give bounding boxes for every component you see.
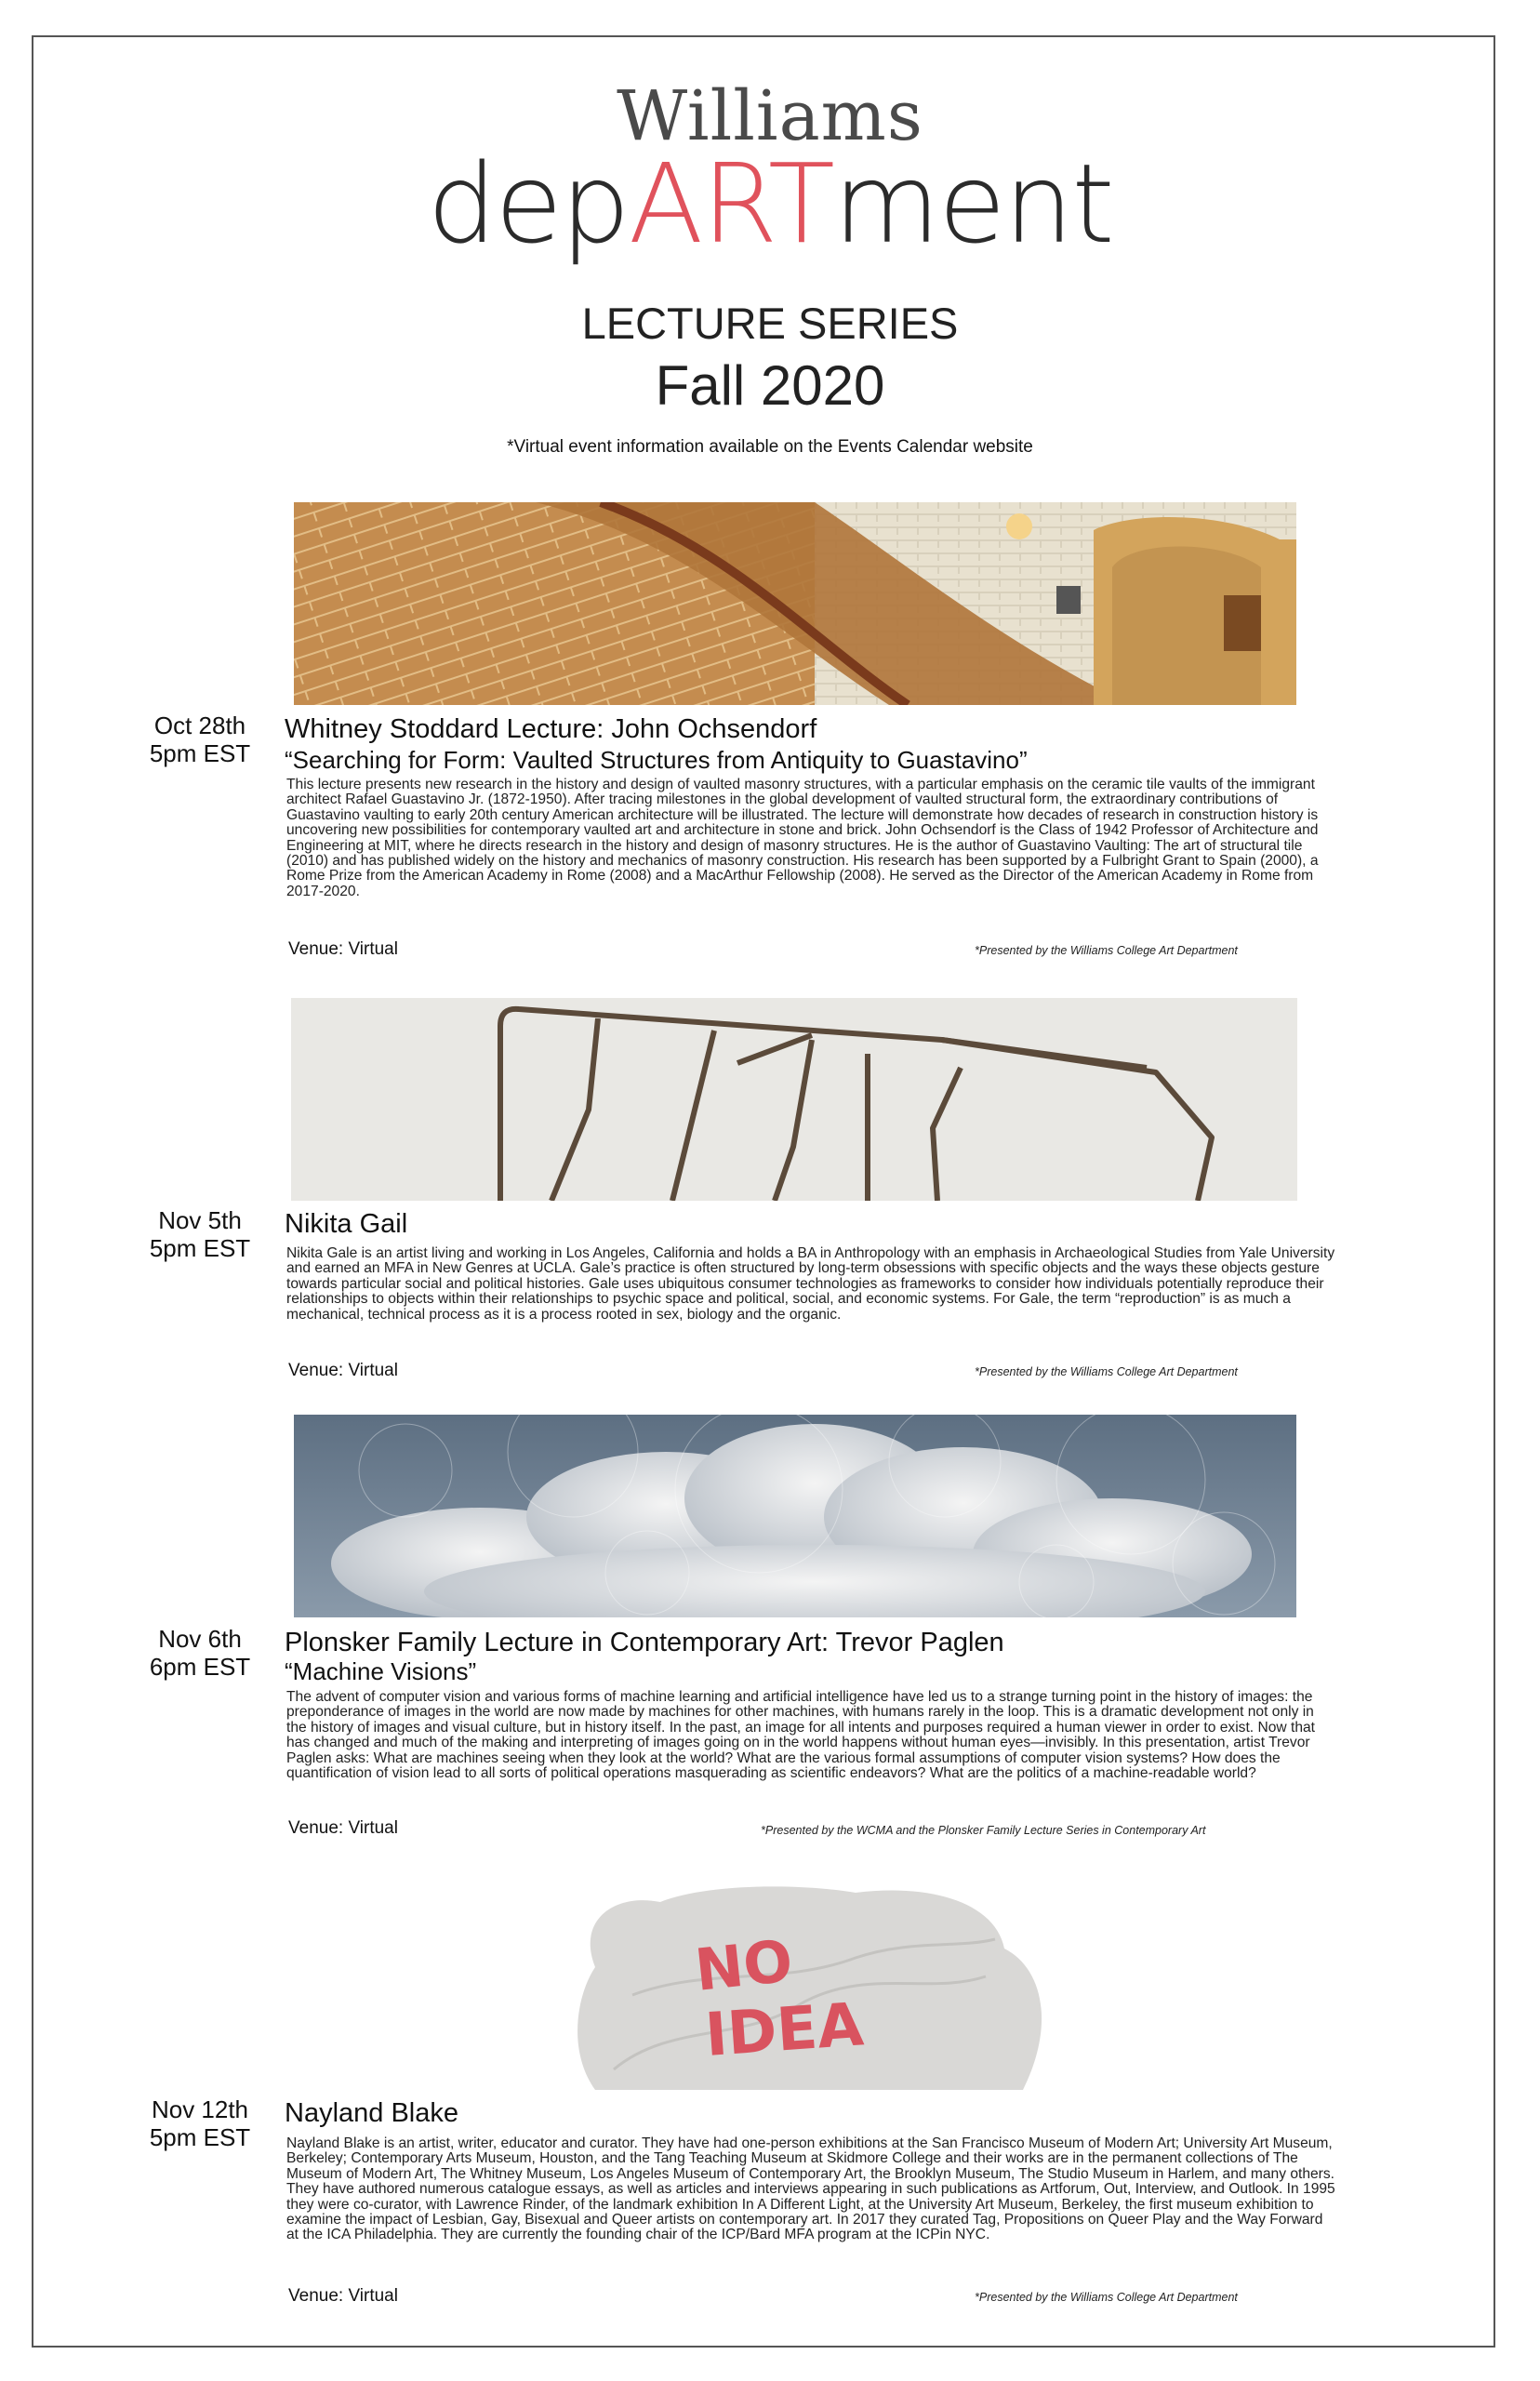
event-title: Whitney Stoddard Lecture: John Ochsendorf <box>285 714 817 744</box>
event-description: Nikita Gale is an artist living and working in Los Angeles, California and holds a BA in Anthropology with an emphasis in Archaeological Studies from Yale University and earned an MFA in New Genres at UCLA. Gale’s practice is often structured by long-term obsessions with specific objects and the ways these objects gesture towards particular social and political histories. Gale uses ubiquitous consumer technologies as frameworks to consider how individuals potentially reproduce their relationships to objects within their relationships to psychic space and political, social, and economic systems. For Gale, the term “reproduction” is as much a mechanical, technical process as it is a process rooted in sex, biology and the organic. <box>286 1245 1335 1323</box>
event-time: 5pm EST <box>149 1234 251 1262</box>
event-day: Oct 28th <box>153 712 246 739</box>
event-presenter: *Presented by the WCMA and the Plonsker Family Lecture Series in Contemporary Art <box>761 1824 1206 1837</box>
wordmark-ment: ment <box>833 140 1113 268</box>
series-title: LECTURE SERIES <box>581 299 959 348</box>
no-idea-text-1: NO <box>691 1926 796 2004</box>
event-presenter: *Presented by the Williams College Art Department <box>975 944 1238 957</box>
event-presenter: *Presented by the Williams College Art Department <box>975 1365 1238 1378</box>
event-date <box>130 2095 270 2151</box>
no-idea-artwork-image <box>558 1883 1056 2090</box>
term-title: Fall 2020 <box>655 354 885 417</box>
event-date <box>130 1206 270 1262</box>
institution-name: Williams <box>617 76 923 156</box>
event-date <box>130 1625 270 1681</box>
metal-sculpture-image <box>291 998 1297 1201</box>
event-description: The advent of computer vision and various forms of machine learning and artificial intelligence have led us to a strange turning point in the history of images: the preponderance of images in the world are now made by machines for other machines, with humans rarely in the loop. This is a dramatic development not only in the history of images and visual culture, but in history itself. In the past, an image for all intents and purposes required a human viewer in order to exist. Now that has changed and much of the making and interpreting of images going on in the world happens without human eyes—invisibly. In this presentation, artist Trevor Paglen asks: What are machines seeing when they look at the world? What are the various formal assumptions of computer vision systems? How does the quantification of vision lead to all sorts of political operations masquerading as scientific endeavors? What are the politics of a machine-readable world? <box>286 1689 1315 1782</box>
clouds-image <box>294 1415 1296 1617</box>
event-presenter: *Presented by the Williams College Art Department <box>975 2291 1238 2304</box>
event-venue: Venue: Virtual <box>288 1818 398 1838</box>
event-time: 5pm EST <box>149 2123 251 2151</box>
event-day: Nov 5th <box>158 1206 242 1234</box>
event-title: Nikita Gail <box>285 1209 408 1239</box>
event-subtitle: “Machine Visions” <box>285 1657 477 1685</box>
virtual-note: *Virtual event information available on the Events Calendar website <box>507 437 1033 457</box>
wordmark-dep: dep <box>427 140 629 268</box>
event-subtitle: “Searching for Form: Vaulted Structures from Antiquity to Guastavino” <box>285 746 1028 774</box>
event-venue: Venue: Virtual <box>288 1361 398 1380</box>
event-description: Nayland Blake is an artist, writer, educator and curator. They have had one-person exhibitions at the San Francisco Museum of Modern Art; University Art Museum, Berkeley; Contemporary Arts Museum, Houston, and the Tang Teaching Museum at Skidmore College and their works are in the permanent collections of The Museum of Modern Art, The Whitney Museum, Los Angeles Museum of Contemporary Art, the Brooklyn Museum, The Studio Museum in Harlem, and many others. They have authored numerous catalogue essays, as well as articles and interviews appearing in such publications as Artforum, Out, Interview, and Outlook. In 1995 they were co-curator, with Lawrence Rinder, of the landmark exhibition In A Different Light, at the University Art Museum, Berkeley, the first museum exhibition to examine the impact of Lesbian, Gay, Bisexual and Queer artists on contemporary art. In 2017 they curated Tag, Propositions on Queer Play and the Way Forward at the ICA Philadelphia. They are currently the founding chair of the ICP/Bard MFA program at the ICPin NYC. <box>286 2135 1335 2243</box>
event-time: 5pm EST <box>149 739 251 767</box>
wordmark-art: ART <box>628 140 833 268</box>
event-title: Plonsker Family Lecture in Contemporary Art: Trevor Paglen <box>285 1628 1004 1657</box>
event-day: Nov 12th <box>151 2095 249 2123</box>
department-wordmark <box>0 140 1540 268</box>
vaulted-staircase-image <box>294 502 1296 705</box>
event-description: This lecture presents new research in the history and design of vaulted masonry structures, with a particular emphasis on the ceramic tile vaults of the immigrant architect Rafael Guastavino Jr. (1872-1950). After tracing milestones in the global development of vaulted structural form, the extraordinary contributions of Guastavino vaulting to early 20th century American architecture will be illustrated. The lecture will demonstrate how decades of research in construction history is uncovering new possibilities for contemporary vaulted art and architecture in stone and brick. John Ochsendorf is the Class of 1942 Professor of Architecture and Engineering at MIT, where he directs research in the history and design of masonry structures. He is the author of Guastavino Vaulting: The art of structural tile (2010) and has published widely on the history and mechanics of masonry construction. His research has been supported by a Fulbright Grant to Spain (2000), a Rome Prize from the American Academy in Rome (2008) and a MacArthur Fellowship (2008). He served as the Director of the American Academy in Rome from 2017-2020. <box>286 777 1319 899</box>
no-idea-text-2: IDEA <box>702 1990 866 2070</box>
event-venue: Venue: Virtual <box>288 939 398 959</box>
event-day: Nov 6th <box>158 1625 242 1653</box>
event-date <box>130 712 270 767</box>
event-title: Nayland Blake <box>285 2098 458 2128</box>
event-venue: Venue: Virtual <box>288 2286 398 2306</box>
event-time: 6pm EST <box>149 1653 251 1681</box>
